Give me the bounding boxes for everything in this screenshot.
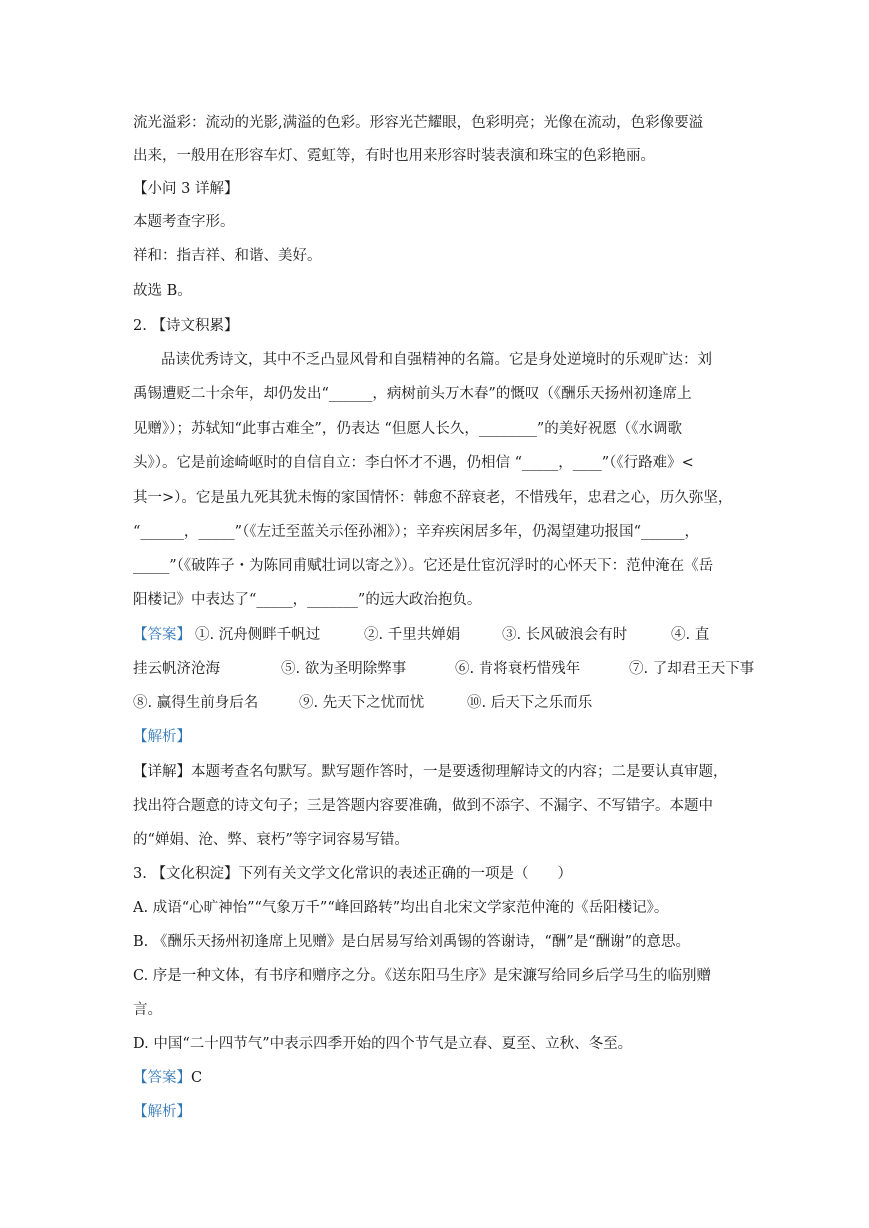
question-body-line: 阳楼记》中表达了“_____，_______”的远大政治抱负。 [133, 592, 482, 608]
text-line: 出来，一般用在形容车灯、霓虹等，有时也用来形容时装表演和珠宝的色彩艳丽。 [133, 148, 655, 164]
text-line: 祥和：指吉祥、和谐、美好。 [133, 248, 322, 264]
answer-line [133, 625, 709, 645]
text-line: 故选 B。 [133, 283, 192, 299]
answer-line [133, 693, 592, 713]
question-heading: 2. 【诗文积累】 [133, 318, 239, 334]
option-c: C. 序是一种文体，有书序和赠序之分。《送东阳马生序》是宋濂写给同乡后学马生的临别赠 [133, 968, 712, 984]
detail-line: 【详解】本题考查名句默写。默写题作答时，一是要透彻理解诗文的内容；二是要认真审题， [133, 764, 728, 780]
answer-item: ⑧. 赢得生前身后名 [133, 695, 259, 711]
answer-item: ⑥. 肯将衰朽惜残年 [455, 661, 581, 677]
answer-label: 【答案】 [133, 627, 191, 643]
question-body-line: 其一>）。它是虽九死其犹未悔的家国情怀：韩愈不辞衰老，不惜残年，忠君之心，历久弥坚， [133, 490, 733, 506]
question-heading: 3. 【文化积淀】下列有关文学文化常识的表述正确的一项是（ ） [133, 866, 572, 882]
analysis-label: 【解析】 [133, 729, 191, 745]
question-body-line: 禹锡遭贬二十余年，却仍发出“______，病树前头万木春”的慨叹（《酬乐天扬州初逢席上 [133, 386, 692, 402]
question-body-line: 品读优秀诗文，其中不乏凸显风骨和自强精神的名篇。它是身处逆境时的乐观旷达：刘 [161, 352, 712, 368]
answer-line [133, 659, 754, 679]
option-b: B. 《酬乐天扬州初逢席上见赠》是白居易写给刘禹锡的答谢诗，“酬”是“酬谢”的意思。 [133, 934, 691, 950]
answer-item: ⑦. 了却君王天下事 [629, 661, 755, 677]
answer-item: ⑩. 后天下之乐而乐 [467, 695, 593, 711]
question-body-line: “______，_____”（《左迁至蓝关示侄孙湘》）；辛弃疾闲居多年，仍渴望建功报国“______， [133, 524, 699, 540]
answer-item: ②. 千里共婵娟 [364, 627, 461, 643]
answer-item: ④. 直 [671, 627, 710, 643]
option-d: D. 中国“二十四节气”中表示四季开始的四个节气是立春、夏至、立秋、冬至。 [133, 1036, 633, 1052]
answer-line [133, 1068, 202, 1088]
analysis-label: 【解析】 [133, 1104, 191, 1120]
question-body-line: 头》）。它是前途崎岖时的自信自立：李白怀才不遇，仍相信 “_____，____”（《行路难》< [133, 455, 694, 471]
subquestion-heading: 【小问 3 详解】 [133, 181, 239, 197]
answer-item: 挂云帆济沧海 [133, 661, 220, 677]
text-line: 本题考查字形。 [133, 214, 235, 230]
question-body-line: _____”（《破阵子・为陈同甫赋壮词以寄之》）。它还是仕宦沉浮时的心怀天下：范仲淹在《岳 [133, 558, 714, 574]
answer-label: 【答案】 [133, 1070, 191, 1086]
detail-line: 的“婵娟、沧、弊、衰朽”等字词容易写错。 [133, 832, 409, 848]
answer-item: ③. 长风破浪会有时 [502, 627, 628, 643]
option-c-continued: 言。 [133, 1002, 162, 1018]
answer-item: ①. 沉舟侧畔千帆过 [195, 627, 321, 643]
answer-value: C [191, 1070, 203, 1086]
answer-item: ⑨. 先天下之忧而忧 [299, 695, 425, 711]
text-line: 流光溢彩：流动的光影,满溢的色彩。形容光芒耀眼，色彩明亮；光像在流动，色彩像要溢 [133, 115, 704, 131]
question-body-line: 见赠》）；苏轼知“此事古难全”，仍表达 “但愿人长久，________”的美好祝愿（《水调歌 [133, 421, 683, 437]
answer-item: ⑤. 欲为圣明除弊事 [281, 661, 407, 677]
detail-line: 找出符合题意的诗文句子；三是答题内容要准确，做到不添字、不漏字、不写错字。本题中 [133, 798, 713, 814]
option-a: A. 成语“心旷神怡”“气象万千”“峰回路转”均出自北宋文学家范仲淹的《岳阳楼记》。 [133, 900, 669, 916]
